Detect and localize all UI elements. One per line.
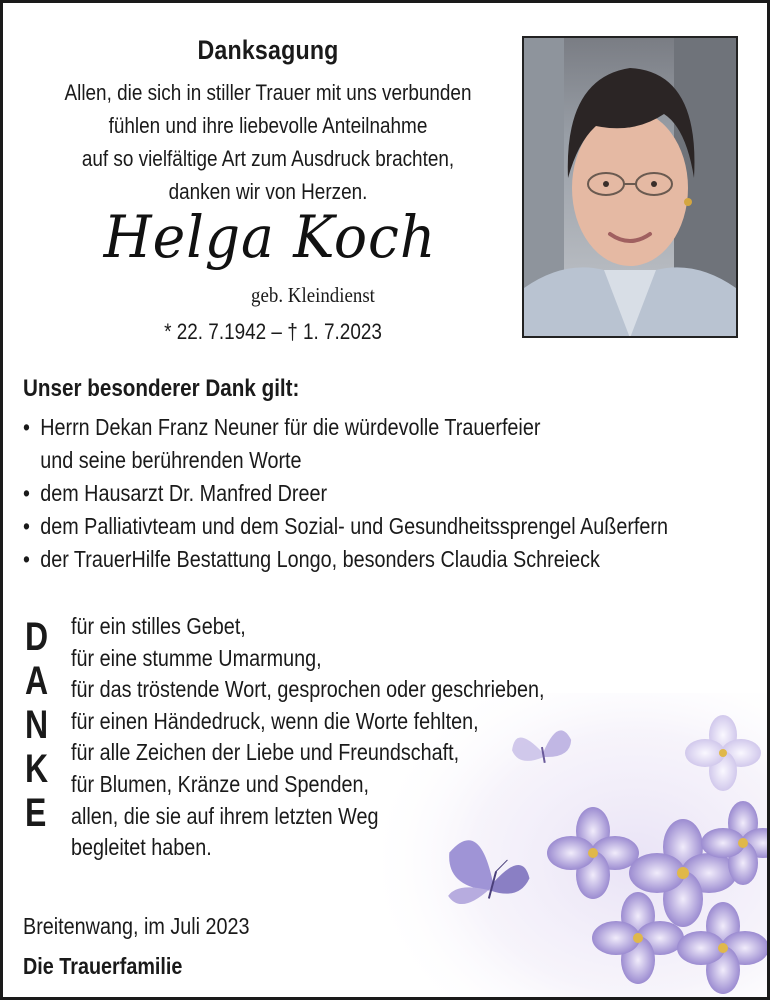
list-item-text: dem Palliativteam und dem Sozial- und Gesundheitssprengel Außerfern: [40, 513, 669, 539]
page-title: Danksagung: [197, 35, 339, 65]
intro-line: fühlen und ihre liebevolle Anteilnahme: [108, 113, 428, 138]
danke-line: allen, die sie auf ihrem letzten Weg: [71, 802, 379, 829]
signature: Die Trauerfamilie: [23, 953, 183, 979]
thanks-list: [23, 411, 763, 576]
list-item-text: und seine berührenden Worte: [40, 447, 302, 473]
list-item-text: Herrn Dekan Franz Neuner für die würdevolle Trauerfeier: [40, 414, 541, 440]
list-item: [23, 510, 669, 543]
danke-lines: [71, 611, 631, 864]
life-dates: * 22. 7.1942 – † 1. 7.2023: [164, 319, 382, 344]
list-item: [23, 543, 659, 576]
list-item: [23, 477, 659, 510]
list-item-text: der TrauerHilfe Bestattung Longo, besonders Claudia Schreieck: [40, 546, 600, 572]
deceased-name: Helga Koch: [103, 203, 437, 271]
bullet: •: [23, 414, 30, 440]
danke-letter: D: [25, 615, 49, 659]
danke-letter: A: [25, 659, 49, 703]
list-item-text: dem Hausarzt Dr. Manfred Dreer: [40, 480, 328, 506]
danke-vertical-word: [25, 615, 61, 835]
maiden-name: geb. Kleindienst: [251, 283, 375, 307]
list-item-continuation: [23, 444, 659, 477]
danke-line: für ein stilles Gebet,: [71, 613, 246, 639]
intro-line: danken wir von Herzen.: [168, 179, 368, 204]
bullet: •: [23, 546, 30, 572]
intro-line: auf so vielfältige Art zum Ausdruck brachten,: [81, 146, 455, 171]
list-item: [23, 411, 659, 444]
portrait-illustration: [524, 38, 736, 336]
bullet: •: [23, 480, 30, 506]
header-block: [23, 35, 513, 208]
intro-text: [57, 76, 478, 208]
danke-line: begleitet haben.: [71, 834, 212, 861]
bullet: •: [23, 513, 30, 539]
danke-line: für alle Zeichen der Liebe und Freundschaft,: [71, 739, 460, 766]
portrait-photo: [522, 36, 738, 338]
intro-line: Allen, die sich in stiller Trauer mit uns verbunden: [64, 80, 472, 105]
danke-letter: E: [25, 791, 47, 835]
danke-letter: N: [25, 703, 49, 747]
danke-letter: K: [25, 747, 49, 791]
danke-line: für Blumen, Kränze und Spenden,: [71, 770, 370, 797]
place-date: Breitenwang, im Juli 2023: [23, 913, 250, 939]
danke-line: für eine stumme Umarmung,: [71, 644, 322, 671]
thanks-heading: Unser besonderer Dank gilt:: [23, 375, 300, 402]
danke-line: für einen Händedruck, wenn die Worte fehlten,: [71, 707, 479, 734]
danke-line: für das tröstende Wort, gesprochen oder geschrieben,: [71, 676, 545, 703]
